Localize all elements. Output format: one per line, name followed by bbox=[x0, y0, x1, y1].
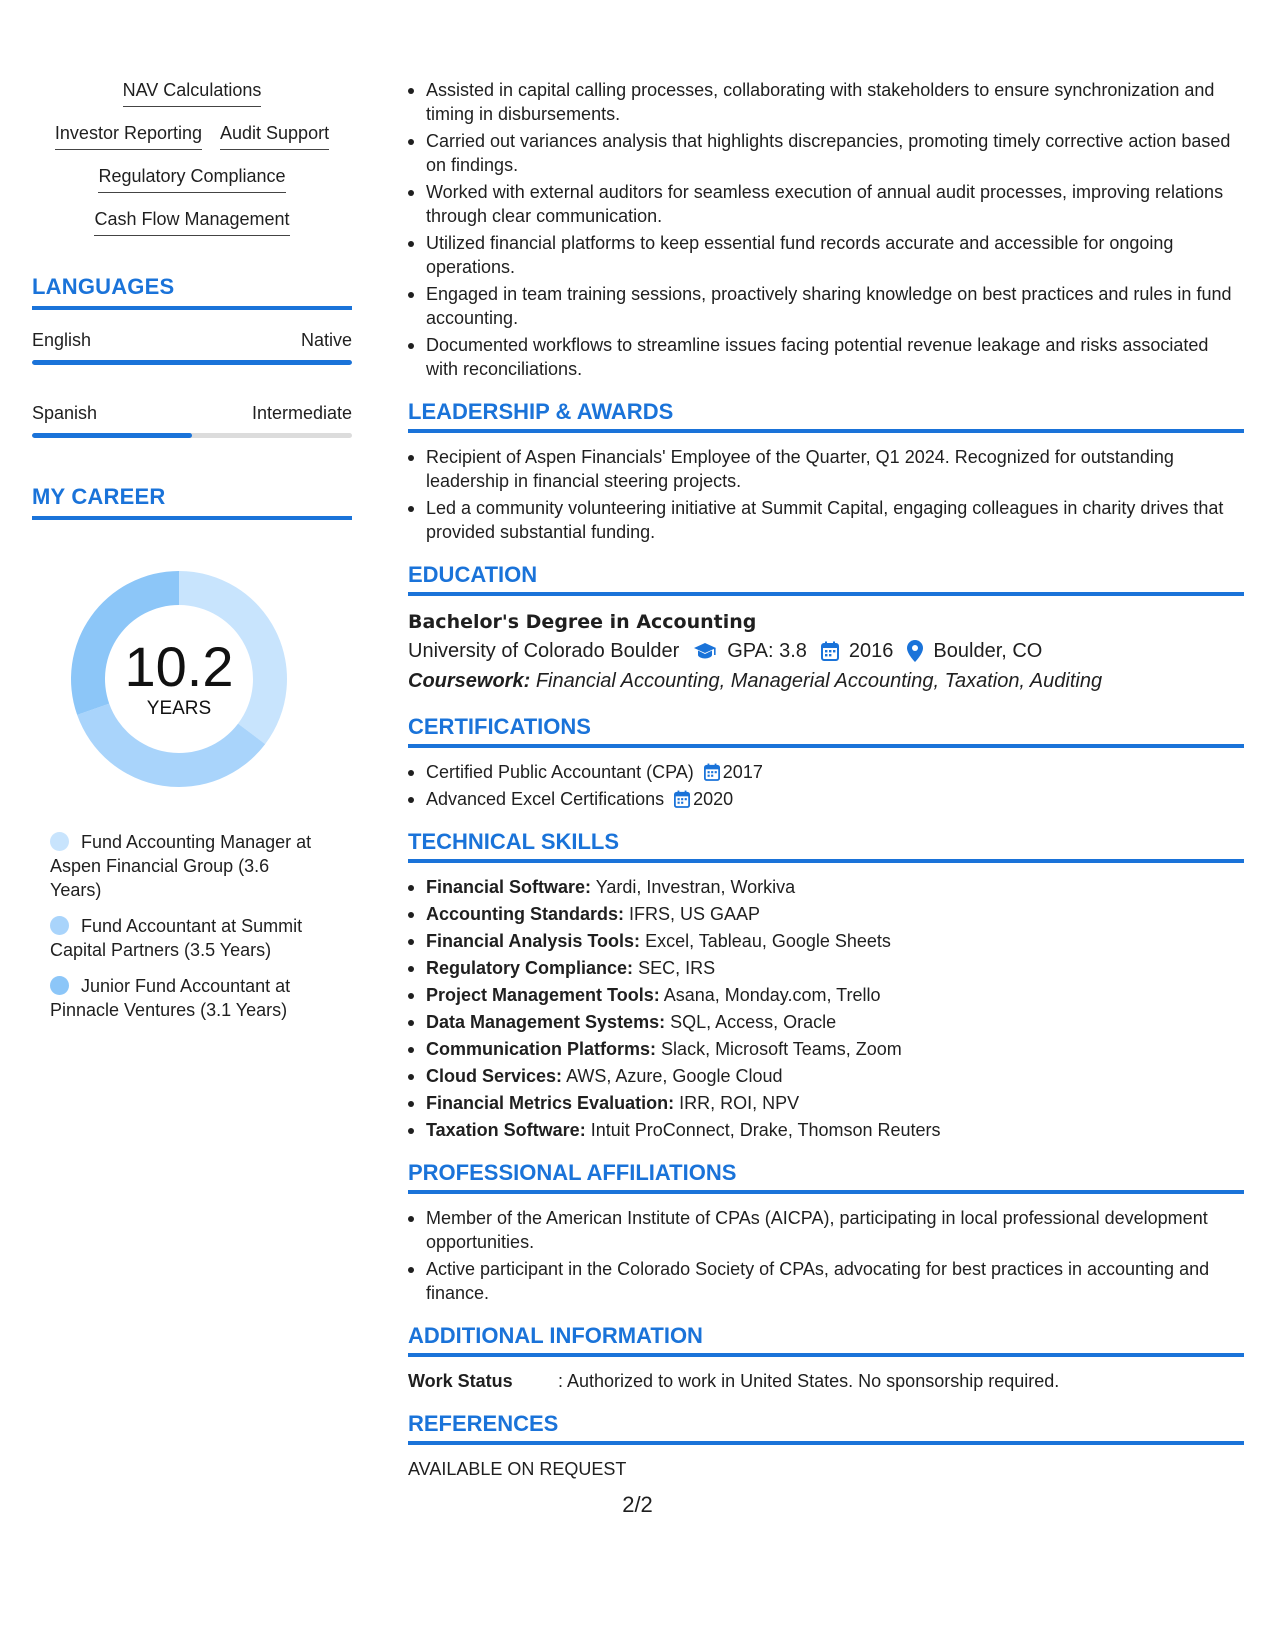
right-column bbox=[408, 78, 1244, 1481]
certification-year: 2017 bbox=[722, 762, 763, 782]
leadership-item: Led a community volunteering initiative at Summit Capital, engaging colleagues in charity drives that provided substantial funding. bbox=[408, 496, 1244, 544]
skill-value: IRR, ROI, NPV bbox=[679, 1093, 800, 1113]
additional-info-heading: ADDITIONAL INFORMATION bbox=[408, 1323, 1244, 1357]
coursework bbox=[408, 666, 1244, 696]
language-row bbox=[32, 328, 352, 352]
legend-dot bbox=[50, 916, 69, 935]
skill-tags bbox=[32, 78, 352, 236]
skill-tag: Regulatory Compliance bbox=[98, 164, 285, 193]
affiliations-list bbox=[408, 1206, 1244, 1305]
technical-skill bbox=[408, 929, 1244, 953]
technical-skill bbox=[408, 1118, 1244, 1142]
education-heading: EDUCATION bbox=[408, 562, 1244, 596]
technical-skill bbox=[408, 1037, 1244, 1061]
experience-bullet: Carried out variances analysis that highlights discrepancies, promoting timely corrective action based on findings. bbox=[408, 129, 1244, 177]
skill-value: Asana, Monday.com, Trello bbox=[663, 985, 881, 1005]
legend-dot bbox=[50, 976, 69, 995]
skill-value: Intuit ProConnect, Drake, Thomson Reuters bbox=[590, 1120, 941, 1140]
references-text: AVAILABLE ON REQUEST bbox=[408, 1459, 627, 1479]
work-status-value: : Authorized to work in United States. No sponsorship required. bbox=[558, 1371, 1060, 1391]
legend-dot bbox=[50, 832, 69, 851]
language-bar bbox=[32, 433, 352, 438]
work-status-row bbox=[408, 1369, 1244, 1393]
technical-skill bbox=[408, 1064, 1244, 1088]
certification-name: Certified Public Accountant (CPA) bbox=[426, 762, 694, 782]
skill-label: Cloud Services: bbox=[426, 1066, 563, 1086]
tag-row bbox=[32, 78, 352, 107]
career-legend bbox=[32, 830, 317, 1022]
career-total: 10.2 bbox=[124, 635, 234, 698]
graduation-year: 2016 bbox=[848, 640, 894, 662]
experience-bullets bbox=[408, 78, 1244, 381]
certification-item bbox=[408, 787, 1244, 811]
language-name: Spanish bbox=[32, 403, 98, 423]
legend-label: Fund Accounting Manager at Aspen Financial Group (3.6 Years) bbox=[50, 832, 312, 900]
languages-list bbox=[32, 328, 352, 438]
technical-skills-heading: TECHNICAL SKILLS bbox=[408, 829, 1244, 863]
certification-name: Advanced Excel Certifications bbox=[426, 789, 665, 809]
skill-tag: Cash Flow Management bbox=[94, 207, 289, 236]
skill-label: Financial Analysis Tools: bbox=[426, 931, 641, 951]
coursework-label: Coursework: bbox=[408, 670, 531, 692]
skill-label: Financial Metrics Evaluation: bbox=[426, 1093, 675, 1113]
technical-skills-list bbox=[408, 875, 1244, 1142]
skill-label: Regulatory Compliance: bbox=[426, 958, 634, 978]
gpa: GPA: 3.8 bbox=[727, 640, 807, 662]
skill-label: Accounting Standards: bbox=[426, 904, 625, 924]
leadership-item: Recipient of Aspen Financials' Employee of the Quarter, Q1 2024. Recognized for outstanding leadership in financial steering projects. bbox=[408, 445, 1244, 493]
experience-bullet: Engaged in team training sessions, proactively sharing knowledge on best practices and rules in fund accounting. bbox=[408, 282, 1244, 330]
technical-skill bbox=[408, 875, 1244, 899]
skill-label: Communication Platforms: bbox=[426, 1039, 657, 1059]
language-bar bbox=[32, 360, 352, 365]
experience-bullet: Worked with external auditors for seamless execution of annual audit processes, improving relations through clear communication. bbox=[408, 180, 1244, 228]
degree-title: Bachelor's Degree in Accounting bbox=[408, 611, 757, 633]
tag-row bbox=[32, 121, 352, 150]
skill-label: Data Management Systems: bbox=[426, 1012, 666, 1032]
certification-year: 2020 bbox=[693, 789, 734, 809]
skill-value: SEC, IRS bbox=[638, 958, 716, 978]
calendar-icon bbox=[821, 641, 839, 661]
coursework-list: Financial Accounting, Managerial Accounting, Taxation, Auditing bbox=[535, 670, 1103, 692]
legend-item bbox=[50, 830, 317, 902]
career-center bbox=[64, 564, 294, 794]
skill-value: AWS, Azure, Google Cloud bbox=[566, 1066, 783, 1086]
technical-skill bbox=[408, 902, 1244, 926]
leadership-list bbox=[408, 445, 1244, 544]
language-row bbox=[32, 401, 352, 425]
school-name: University of Colorado Boulder bbox=[408, 640, 680, 662]
skill-tag: Investor Reporting bbox=[55, 121, 202, 150]
education-details bbox=[408, 636, 1244, 666]
experience-bullet: Utilized financial platforms to keep essential fund records accurate and accessible for ongoing operations. bbox=[408, 231, 1244, 279]
language-level: Intermediate bbox=[251, 403, 352, 423]
affiliation-item: Member of the American Institute of CPAs (AICPA), participating in local professional development opportunities. bbox=[408, 1206, 1244, 1254]
calendar-icon bbox=[674, 790, 690, 808]
technical-skill bbox=[408, 1010, 1244, 1034]
language-level: Native bbox=[300, 330, 352, 350]
technical-skill bbox=[408, 956, 1244, 980]
certifications-heading: CERTIFICATIONS bbox=[408, 714, 1244, 748]
career-heading: MY CAREER bbox=[32, 484, 352, 520]
work-status-label: Work Status bbox=[408, 1371, 513, 1391]
skill-label: Financial Software: bbox=[426, 877, 592, 897]
legend-label: Fund Accountant at Summit Capital Partners (3.5 Years) bbox=[50, 916, 303, 960]
skill-value: Excel, Tableau, Google Sheets bbox=[645, 931, 891, 951]
tag-row bbox=[32, 164, 352, 193]
language-bar-fill bbox=[32, 360, 352, 365]
language-bar-fill bbox=[32, 433, 192, 438]
references-heading: REFERENCES bbox=[408, 1411, 1244, 1445]
school-location: Boulder, CO bbox=[933, 640, 1043, 662]
career-donut-chart bbox=[64, 564, 294, 794]
legend-item bbox=[50, 914, 317, 962]
technical-skill bbox=[408, 983, 1244, 1007]
education-entry bbox=[408, 608, 1244, 696]
skill-tag: Audit Support bbox=[220, 121, 329, 150]
graduation-cap-icon bbox=[693, 642, 717, 660]
legend-label: Junior Fund Accountant at Pinnacle Ventures (3.1 Years) bbox=[50, 976, 291, 1020]
affiliations-heading: PROFESSIONAL AFFILIATIONS bbox=[408, 1160, 1244, 1194]
experience-bullet: Documented workflows to streamline issues facing potential revenue leakage and risks associated with reconciliations. bbox=[408, 333, 1244, 381]
skill-value: Yardi, Investran, Workiva bbox=[595, 877, 796, 897]
page-number: 2/2 bbox=[622, 1492, 653, 1517]
language-name: English bbox=[32, 330, 92, 350]
tag-row bbox=[32, 207, 352, 236]
skill-value: SQL, Access, Oracle bbox=[670, 1012, 837, 1032]
skill-label: Taxation Software: bbox=[426, 1120, 586, 1140]
skill-value: IFRS, US GAAP bbox=[629, 904, 761, 924]
technical-skill bbox=[408, 1091, 1244, 1115]
leadership-heading: LEADERSHIP & AWARDS bbox=[408, 399, 1244, 433]
certifications-list bbox=[408, 760, 1244, 811]
languages-heading: LANGUAGES bbox=[32, 274, 352, 310]
skill-tag: NAV Calculations bbox=[123, 78, 262, 107]
left-column bbox=[32, 78, 352, 1034]
calendar-icon bbox=[704, 763, 720, 781]
skill-label: Project Management Tools: bbox=[426, 985, 660, 1005]
career-unit: YEARS bbox=[146, 698, 212, 719]
skill-value: Slack, Microsoft Teams, Zoom bbox=[661, 1039, 902, 1059]
certification-item bbox=[408, 760, 1244, 784]
map-pin-icon bbox=[907, 640, 923, 662]
experience-bullet: Assisted in capital calling processes, collaborating with stakeholders to ensure synchronization and timing in disbursements. bbox=[408, 78, 1244, 126]
legend-item bbox=[50, 974, 317, 1022]
affiliation-item: Active participant in the Colorado Society of CPAs, advocating for best practices in accounting and finance. bbox=[408, 1257, 1244, 1305]
